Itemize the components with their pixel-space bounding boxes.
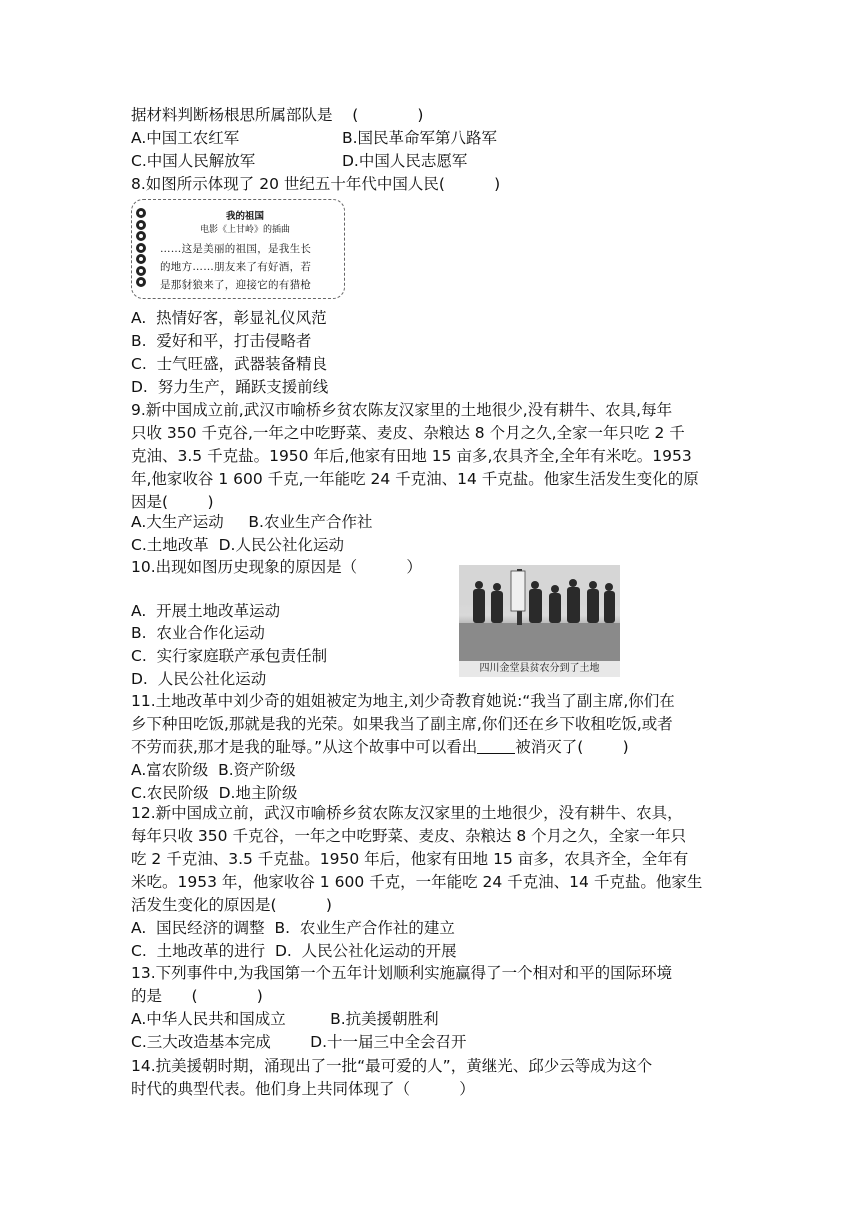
q9-options-ab: A.大生产运动 B.农业生产合作社 — [131, 513, 373, 531]
q7-option-c: C.中国人民解放军 — [131, 152, 256, 170]
q7-option-b: B.国民革命军第八路军 — [342, 129, 498, 147]
q8-option-a: A. 热情好客，彰显礼仪风范 — [131, 309, 327, 327]
q9-text-line: 年,他家收谷 1 600 千克,一年能吃 24 千克油、14 千克盐。他家生活发生变化的原 — [131, 470, 699, 488]
q12-text-line: 吃 2 千克油、3.5 千克盐。1950 年后，他家有田地 15 亩多，农具齐全，全年有 — [131, 850, 689, 868]
q10-option-a: A. 开展土地改革运动 — [131, 602, 281, 620]
q9-text-line: 克油、3.5 千克盐。1950 年后,他家有田地 15 亩多,农具齐全,全年有米吃。1953 — [131, 447, 692, 465]
q13-options-ab: A.中华人民共和国成立 B.抗美援朝胜利 — [131, 1010, 439, 1028]
q12-options-ab: A. 国民经济的调整 B. 农业生产合作社的建立 — [131, 919, 455, 937]
q11-options-cd: C.农民阶级 D.地主阶级 — [131, 784, 298, 802]
figure-title: 我的祖国 — [225, 211, 264, 222]
q9-text-line: 只收 350 千克谷,一年之中吃野菜、麦皮、杂粮达 8 个月之久,全家一年只吃 2 千 — [131, 424, 685, 442]
lyrics-line: 是那豺狼来了，迎接它的有猎枪 — [160, 279, 312, 291]
q10-option-c: C. 实行家庭联产承包责任制 — [131, 647, 328, 665]
q12-text-line: 米吃。1953 年，他家收谷 1 600 千克，一年能吃 24 千克油、14 千克盐。他家生 — [131, 873, 703, 891]
q7-option-a: A.中国工农红军 — [131, 129, 240, 147]
q10-photo — [459, 565, 620, 677]
farmers-photo-icon — [459, 565, 620, 661]
q11-text-line — [131, 736, 629, 758]
q13-text-line: 的是 ( ) — [131, 987, 263, 1005]
lyrics-line: ……这是美丽的祖国，是我生长 — [160, 243, 312, 255]
q12-text-line: 活发生变化的原因是( ) — [131, 896, 332, 914]
q13-options-cd: C.三大改造基本完成 D.十一届三中全会召开 — [131, 1033, 467, 1051]
q11-options-ab: A.富农阶级 B.资产阶级 — [131, 761, 296, 779]
q9-options-cd: C.土地改革 D.人民公社化运动 — [131, 536, 344, 554]
q8-option-c: C. 士气旺盛，武器装备精良 — [131, 355, 328, 373]
photo-caption: 四川金堂县贫农分到了土地 — [459, 661, 620, 677]
q7-stem: 据材料判断杨根思所属部队是 ( ) — [131, 106, 424, 124]
q11-text-line: 乡下种田吃饭,那就是我的光荣。如果我当了副主席,你们还在乡下收租吃饭,或者 — [131, 715, 673, 733]
q11-text-part: 不劳而获,那才是我的耻辱。”从这个故事中可以看出 — [131, 738, 478, 756]
q12-text-line: 12.新中国成立前，武汉市喻桥乡贫农陈友汉家里的土地很少，没有耕牛、农具， — [131, 804, 683, 822]
q8-option-d: D. 努力生产，踊跃支援前线 — [131, 378, 329, 396]
q12-text-line: 每年只收 350 千克谷，一年之中吃野菜、麦皮、杂粮达 8 个月之久，全家一年只 — [131, 827, 687, 845]
figure-subtitle: 电影《上甘岭》的插曲 — [199, 225, 290, 235]
q8-notebook-figure — [131, 199, 345, 299]
q11-text-line: 11.土地改革中刘少奇的姐姐被定为地主,刘少奇教育她说:“我当了副主席,你们在 — [131, 692, 675, 710]
q10-option-b: B. 农业合作化运动 — [131, 624, 265, 642]
q14-text-line: 14.抗美援朝时期，涌现出了一批“最可爱的人”，黄继光、邱少云等成为这个 — [131, 1057, 653, 1075]
lyrics-line: 的地方……朋友来了有好酒，若 — [160, 261, 312, 273]
q13-text-line: 13.下列事件中,为我国第一个五年计划顺利实施赢得了一个相对和平的国际环境 — [131, 964, 673, 982]
q12-options-cd: C. 土地改革的进行 D. 人民公社化运动的开展 — [131, 942, 457, 960]
q9-text-line: 因是( ) — [131, 493, 214, 511]
q8-stem: 8.如图所示体现了 20 世纪五十年代中国人民( ) — [131, 175, 501, 193]
figure-lyrics — [160, 240, 338, 294]
q9-text-line: 9.新中国成立前,武汉市喻桥乡贫农陈友汉家里的土地很少,没有耕牛、农具,每年 — [131, 401, 673, 419]
answer-blank — [477, 737, 515, 754]
q10-option-d: D. 人民公社化运动 — [131, 670, 267, 688]
spiral-binding-icon — [136, 208, 150, 294]
q7-option-d: D.中国人民志愿军 — [342, 152, 468, 170]
q14-text-line: 时代的典型代表。他们身上共同体现了（ ） — [131, 1080, 475, 1098]
q8-option-b: B. 爱好和平，打击侵略者 — [131, 332, 312, 350]
q11-text-part: 被消灭了( ) — [515, 738, 629, 756]
q10-stem: 10.出现如图历史现象的原因是（ ） — [131, 558, 422, 576]
